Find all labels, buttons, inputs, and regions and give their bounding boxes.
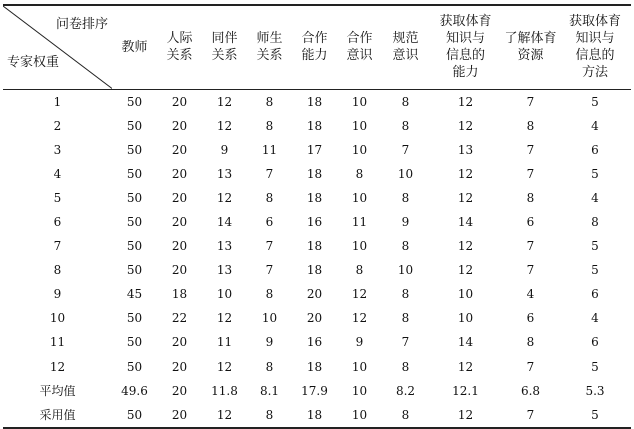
table-cell: 8 — [265, 94, 274, 109]
table-cell: 5 — [591, 263, 599, 278]
table-cell: 50 — [126, 359, 143, 374]
table-cell: 10 — [397, 166, 414, 181]
table-cell: 11 — [261, 142, 278, 157]
table-cell: 18 — [306, 190, 323, 205]
table-row — [3, 330, 631, 354]
table-cell: 18 — [306, 118, 323, 133]
table-cell: 50 — [126, 311, 143, 326]
table-row — [3, 234, 631, 258]
table-cell: 10 — [351, 94, 368, 109]
table-cell: 45 — [126, 287, 143, 302]
table-row — [3, 258, 631, 282]
column-header-line: 获取体育 — [568, 14, 621, 30]
table-cell: 14 — [216, 215, 233, 230]
table-row — [3, 403, 631, 428]
table-cell: 8 — [265, 287, 274, 302]
column-header-line: 获取体育 — [439, 14, 492, 30]
table-cell: 22 — [171, 311, 188, 326]
column-header — [157, 5, 202, 89]
table-cell: 6.8 — [520, 383, 541, 398]
table-cell: 20 — [171, 166, 188, 181]
table-header-row — [3, 5, 631, 89]
table-cell: 8 — [401, 94, 410, 109]
column-header-line: 人际 — [166, 31, 193, 47]
table-cell: 50 — [126, 118, 143, 133]
table-row — [3, 162, 631, 186]
table-cell: 8 — [355, 263, 364, 278]
table-cell: 8 — [265, 359, 274, 374]
table-body — [3, 89, 631, 428]
table-cell: 13 — [216, 239, 233, 254]
column-header — [112, 5, 157, 89]
column-header — [292, 5, 337, 89]
table-cell: 49.6 — [121, 383, 148, 398]
table-cell: 8 — [401, 287, 410, 302]
column-header-line: 关系 — [256, 48, 283, 64]
table-cell: 6 — [591, 335, 599, 350]
table-cell: 10 — [457, 311, 474, 326]
table-cell: 50 — [126, 239, 143, 254]
table-cell: 50 — [126, 166, 143, 181]
table-cell: 18 — [292, 403, 337, 428]
table-cell: 12 — [457, 166, 474, 181]
table-cell: 10 — [351, 239, 368, 254]
table-cell: 5 — [559, 403, 631, 428]
table-cell: 8 — [247, 403, 292, 428]
table-cell: 7 — [502, 403, 559, 428]
row-label: 10 — [49, 311, 66, 326]
column-header — [337, 5, 382, 89]
column-header-line: 方法 — [581, 65, 608, 81]
table-cell: 7 — [401, 142, 410, 157]
table-row — [3, 89, 631, 114]
table-cell: 10 — [261, 311, 278, 326]
table-cell: 9 — [265, 335, 274, 350]
table-cell: 6 — [526, 215, 535, 230]
table-cell: 10 — [351, 190, 368, 205]
table-cell: 8 — [265, 190, 274, 205]
row-label: 11 — [49, 335, 66, 350]
column-header — [202, 5, 247, 89]
table-cell: 8 — [355, 166, 364, 181]
table-cell: 12 — [216, 94, 233, 109]
column-header — [247, 5, 292, 89]
table-row — [3, 282, 631, 306]
column-header-line: 能力 — [301, 48, 328, 64]
column-header-line: 同伴 — [211, 31, 238, 47]
table-cell: 16 — [306, 215, 323, 230]
table-cell: 50 — [126, 335, 143, 350]
column-header-line: 知识与 — [445, 31, 485, 47]
row-label: 1 — [53, 94, 62, 109]
column-header-line: 了解体育 — [504, 31, 557, 47]
table-cell: 20 — [171, 383, 188, 398]
table-cell: 7 — [526, 239, 535, 254]
table-cell: 20 — [171, 94, 188, 109]
table-cell: 5 — [591, 239, 599, 254]
table-cell: 50 — [126, 215, 143, 230]
table-cell: 10 — [216, 287, 233, 302]
row-label: 2 — [53, 118, 62, 133]
table-cell: 8 — [526, 118, 535, 133]
table-row — [3, 186, 631, 210]
table-cell: 12 — [216, 118, 233, 133]
table-cell: 20 — [171, 215, 188, 230]
table-cell: 10 — [397, 263, 414, 278]
table-cell: 50 — [126, 142, 143, 157]
table-cell: 12 — [457, 239, 474, 254]
table-cell: 12 — [202, 403, 247, 428]
table-cell: 17 — [306, 142, 323, 157]
table-cell: 4 — [591, 311, 599, 326]
row-label: 5 — [53, 190, 62, 205]
table-cell: 12 — [457, 263, 474, 278]
table-cell: 14 — [457, 335, 474, 350]
table-cell: 7 — [265, 263, 274, 278]
table-cell: 8 — [526, 190, 535, 205]
table-cell: 4 — [591, 190, 599, 205]
table-cell: 8.1 — [259, 383, 280, 398]
table-row — [3, 114, 631, 138]
table-cell: 4 — [591, 118, 599, 133]
table-cell: 20 — [171, 142, 188, 157]
row-label: 4 — [53, 166, 62, 181]
table-cell: 12 — [457, 359, 474, 374]
row-label: 平均值 — [39, 384, 76, 399]
table-cell: 18 — [306, 359, 323, 374]
row-label: 3 — [53, 142, 62, 157]
table-cell: 18 — [171, 287, 188, 302]
table-cell: 9 — [355, 335, 364, 350]
table-cell: 10 — [351, 142, 368, 157]
table-cell: 7 — [526, 263, 535, 278]
column-header-line: 知识与 — [575, 31, 615, 47]
table-cell: 8 — [401, 190, 410, 205]
table-cell: 8 — [401, 359, 410, 374]
column-header — [429, 5, 502, 89]
table-cell: 20 — [171, 118, 188, 133]
weights-table — [3, 4, 631, 429]
row-label: 7 — [53, 239, 62, 254]
column-header-line: 规范 — [392, 31, 419, 47]
column-header-line: 教师 — [121, 39, 148, 55]
column-header-line: 合作 — [301, 31, 328, 47]
table-cell: 8 — [401, 118, 410, 133]
table-cell: 13 — [216, 263, 233, 278]
table-cell: 18 — [306, 94, 323, 109]
table-cell: 18 — [306, 166, 323, 181]
table-cell: 20 — [171, 239, 188, 254]
table-cell: 7 — [401, 335, 410, 350]
table-cell: 7 — [265, 166, 274, 181]
row-label: 采用值 — [3, 403, 112, 428]
table-cell: 12 — [216, 190, 233, 205]
column-header-line: 师生 — [256, 31, 283, 47]
table-cell: 5 — [591, 166, 599, 181]
column-header — [502, 5, 559, 89]
table-cell: 11 — [216, 335, 233, 350]
corner-bottom-label: 专家权重 — [7, 54, 60, 70]
column-header-line: 关系 — [166, 48, 193, 64]
table-cell: 18 — [306, 239, 323, 254]
table-cell: 7 — [526, 142, 535, 157]
table-cell: 7 — [526, 359, 535, 374]
column-header-line: 信息的 — [575, 48, 615, 64]
table-cell: 11.8 — [211, 383, 238, 398]
table-cell: 10 — [351, 118, 368, 133]
table-cell: 50 — [126, 263, 143, 278]
table-cell: 20 — [171, 263, 188, 278]
table-cell: 20 — [306, 287, 323, 302]
table-cell: 20 — [171, 335, 188, 350]
table-cell: 11 — [351, 215, 368, 230]
table-cell: 20 — [306, 311, 323, 326]
table-cell: 12 — [351, 311, 368, 326]
table-cell: 8 — [265, 118, 274, 133]
row-label: 6 — [53, 215, 62, 230]
table-cell: 18 — [306, 263, 323, 278]
table-cell: 12 — [457, 118, 474, 133]
table-cell: 20 — [157, 403, 202, 428]
table-cell: 7 — [526, 94, 535, 109]
table-cell: 13 — [457, 142, 474, 157]
table-cell: 8 — [591, 215, 599, 230]
row-label: 9 — [53, 287, 62, 302]
column-header — [382, 5, 429, 89]
table-cell: 17.9 — [301, 383, 328, 398]
table-row — [3, 210, 631, 234]
table-cell: 12 — [216, 311, 233, 326]
table-cell: 6 — [265, 215, 274, 230]
table-cell: 10 — [337, 403, 382, 428]
column-header-line: 信息的 — [445, 48, 485, 64]
row-label: 8 — [53, 263, 62, 278]
table-cell: 5 — [591, 359, 599, 374]
table-cell: 6 — [591, 287, 599, 302]
table-cell: 20 — [171, 359, 188, 374]
table-cell: 12 — [216, 359, 233, 374]
column-header-line: 合作 — [346, 31, 373, 47]
table-row — [3, 355, 631, 379]
table-row — [3, 306, 631, 330]
column-header-line: 意识 — [392, 48, 419, 64]
table-cell: 10 — [351, 383, 368, 398]
table-cell: 9 — [220, 142, 229, 157]
table-cell: 9 — [401, 215, 410, 230]
table-cell: 4 — [526, 287, 535, 302]
table-row — [3, 379, 631, 403]
table-cell: 6 — [591, 142, 599, 157]
table-cell: 13 — [216, 166, 233, 181]
table-cell: 8 — [401, 311, 410, 326]
table-cell: 8.2 — [395, 383, 416, 398]
table-cell: 6 — [526, 311, 535, 326]
corner-top-label: 问卷排序 — [55, 17, 108, 32]
row-label: 12 — [49, 359, 66, 374]
table-row — [3, 138, 631, 162]
table-cell: 12 — [351, 287, 368, 302]
table-cell: 16 — [306, 335, 323, 350]
table-cell: 50 — [112, 403, 157, 428]
table-cell: 8 — [382, 403, 429, 428]
table-cell: 8 — [401, 239, 410, 254]
table-cell: 20 — [171, 190, 188, 205]
corner-header-cell — [3, 5, 112, 89]
table-cell: 12 — [457, 190, 474, 205]
table-cell: 12.1 — [452, 383, 479, 398]
table-cell: 14 — [457, 215, 474, 230]
column-header-line: 能力 — [452, 65, 479, 81]
table-cell: 5.3 — [585, 383, 605, 398]
table-cell: 8 — [526, 335, 535, 350]
table-cell: 10 — [351, 359, 368, 374]
table-cell: 7 — [265, 239, 274, 254]
table-cell: 12 — [429, 403, 502, 428]
column-header — [559, 5, 631, 89]
table-cell: 50 — [126, 190, 143, 205]
table-cell: 12 — [457, 94, 474, 109]
column-header-line: 关系 — [211, 48, 238, 64]
table-cell: 10 — [457, 287, 474, 302]
table-cell: 50 — [126, 94, 143, 109]
table-cell: 5 — [591, 94, 599, 109]
table-cell: 7 — [526, 166, 535, 181]
column-header-line: 资源 — [517, 48, 544, 64]
column-header-line: 意识 — [346, 48, 373, 64]
